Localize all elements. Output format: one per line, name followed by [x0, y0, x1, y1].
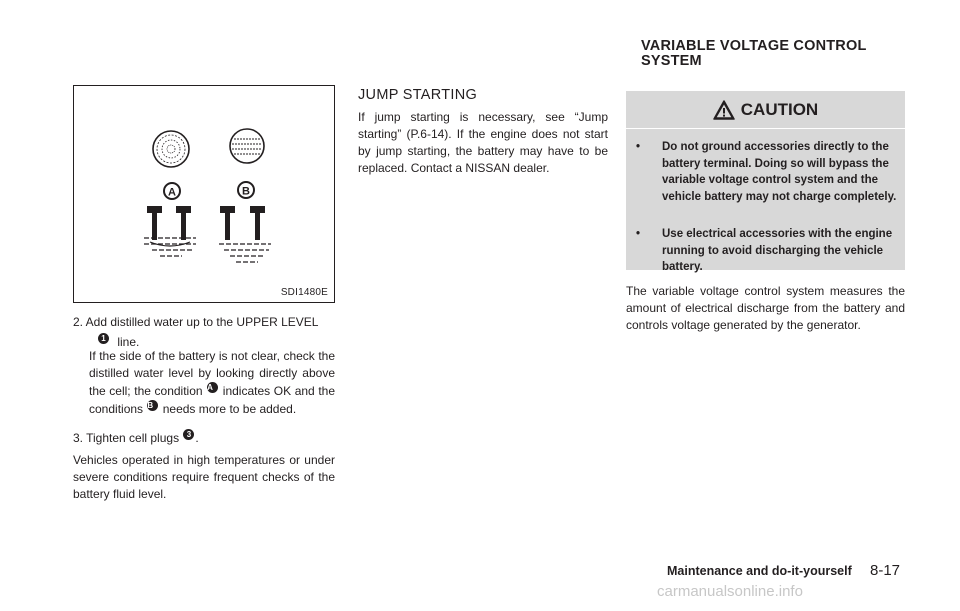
caution-item-text: Use electrical accessories with the engine running to avoid discharging the vehicle battery.	[662, 228, 893, 273]
battery-fluid-paragraph: Vehicles operated in high temperatures or under severe conditions require frequent checks of the battery fluid level.	[73, 453, 335, 501]
jump-starting-heading: JUMP STARTING	[358, 87, 478, 103]
cell-plug-a-icon	[153, 131, 189, 167]
battery-level-figure	[73, 85, 335, 303]
cell-section-a-icon	[147, 206, 191, 246]
watermark: carmanualsonline.info	[657, 583, 803, 600]
marker-a: A	[207, 382, 218, 393]
cell-section-b-icon	[220, 206, 265, 240]
figure-caption: SDI1480E	[280, 287, 328, 298]
condition-a-marker	[164, 183, 180, 199]
step-2-text: 2. Add distilled water up to the UPPER LEVEL	[73, 315, 319, 329]
condition-b-marker	[238, 182, 254, 198]
bullet-point: •	[636, 141, 641, 153]
step-2	[73, 314, 335, 351]
water-level-b-icon	[219, 244, 271, 262]
variable-voltage-heading: VARIABLE VOLTAGE CONTROL SYSTEM	[641, 38, 867, 69]
caution-header	[626, 91, 905, 128]
variable-voltage-body: The variable voltage control system measures the amount of electrical discharge from the battery and controls voltage generated by the generator.	[626, 284, 905, 332]
condition-a-label: A	[168, 186, 176, 199]
cell-plug-b-icon	[230, 129, 264, 163]
battery-cell-illustration	[74, 86, 336, 304]
bullet-point: •	[636, 228, 641, 240]
page-number: 8-17	[870, 562, 901, 579]
caution-item-text: Do not ground accessories directly to the battery terminal. Doing so will bypass the variable voltage control system and the vehicle battery may not charge completely.	[662, 141, 897, 203]
warning-triangle-icon	[713, 100, 735, 120]
caution-title: CAUTION	[740, 99, 819, 119]
cell-condition-paragraph: If the side of the battery is not clear, check the distilled water level by looking directly above the cell; the condition A indicates OK and the conditions B needs more to be added.	[89, 349, 335, 416]
step-3: 3. Tighten cell plugs 3 .	[73, 430, 199, 445]
jump-starting-body: If jump starting is necessary, see “Jump starting” (P.6-14). If the engine does not start by jump starting, the battery may have to be replaced. Contact a NISSAN dealer.	[358, 110, 608, 175]
caution-body	[626, 129, 905, 273]
water-level-a-icon	[144, 238, 196, 256]
marker-3: 3	[183, 429, 194, 440]
condition-b-label: B	[242, 185, 250, 198]
marker-1: 1	[98, 333, 109, 344]
step-2-suffix: line.	[117, 335, 140, 349]
marker-b: B	[147, 400, 158, 411]
footer-section-title: Maintenance and do-it-yourself	[667, 564, 852, 578]
